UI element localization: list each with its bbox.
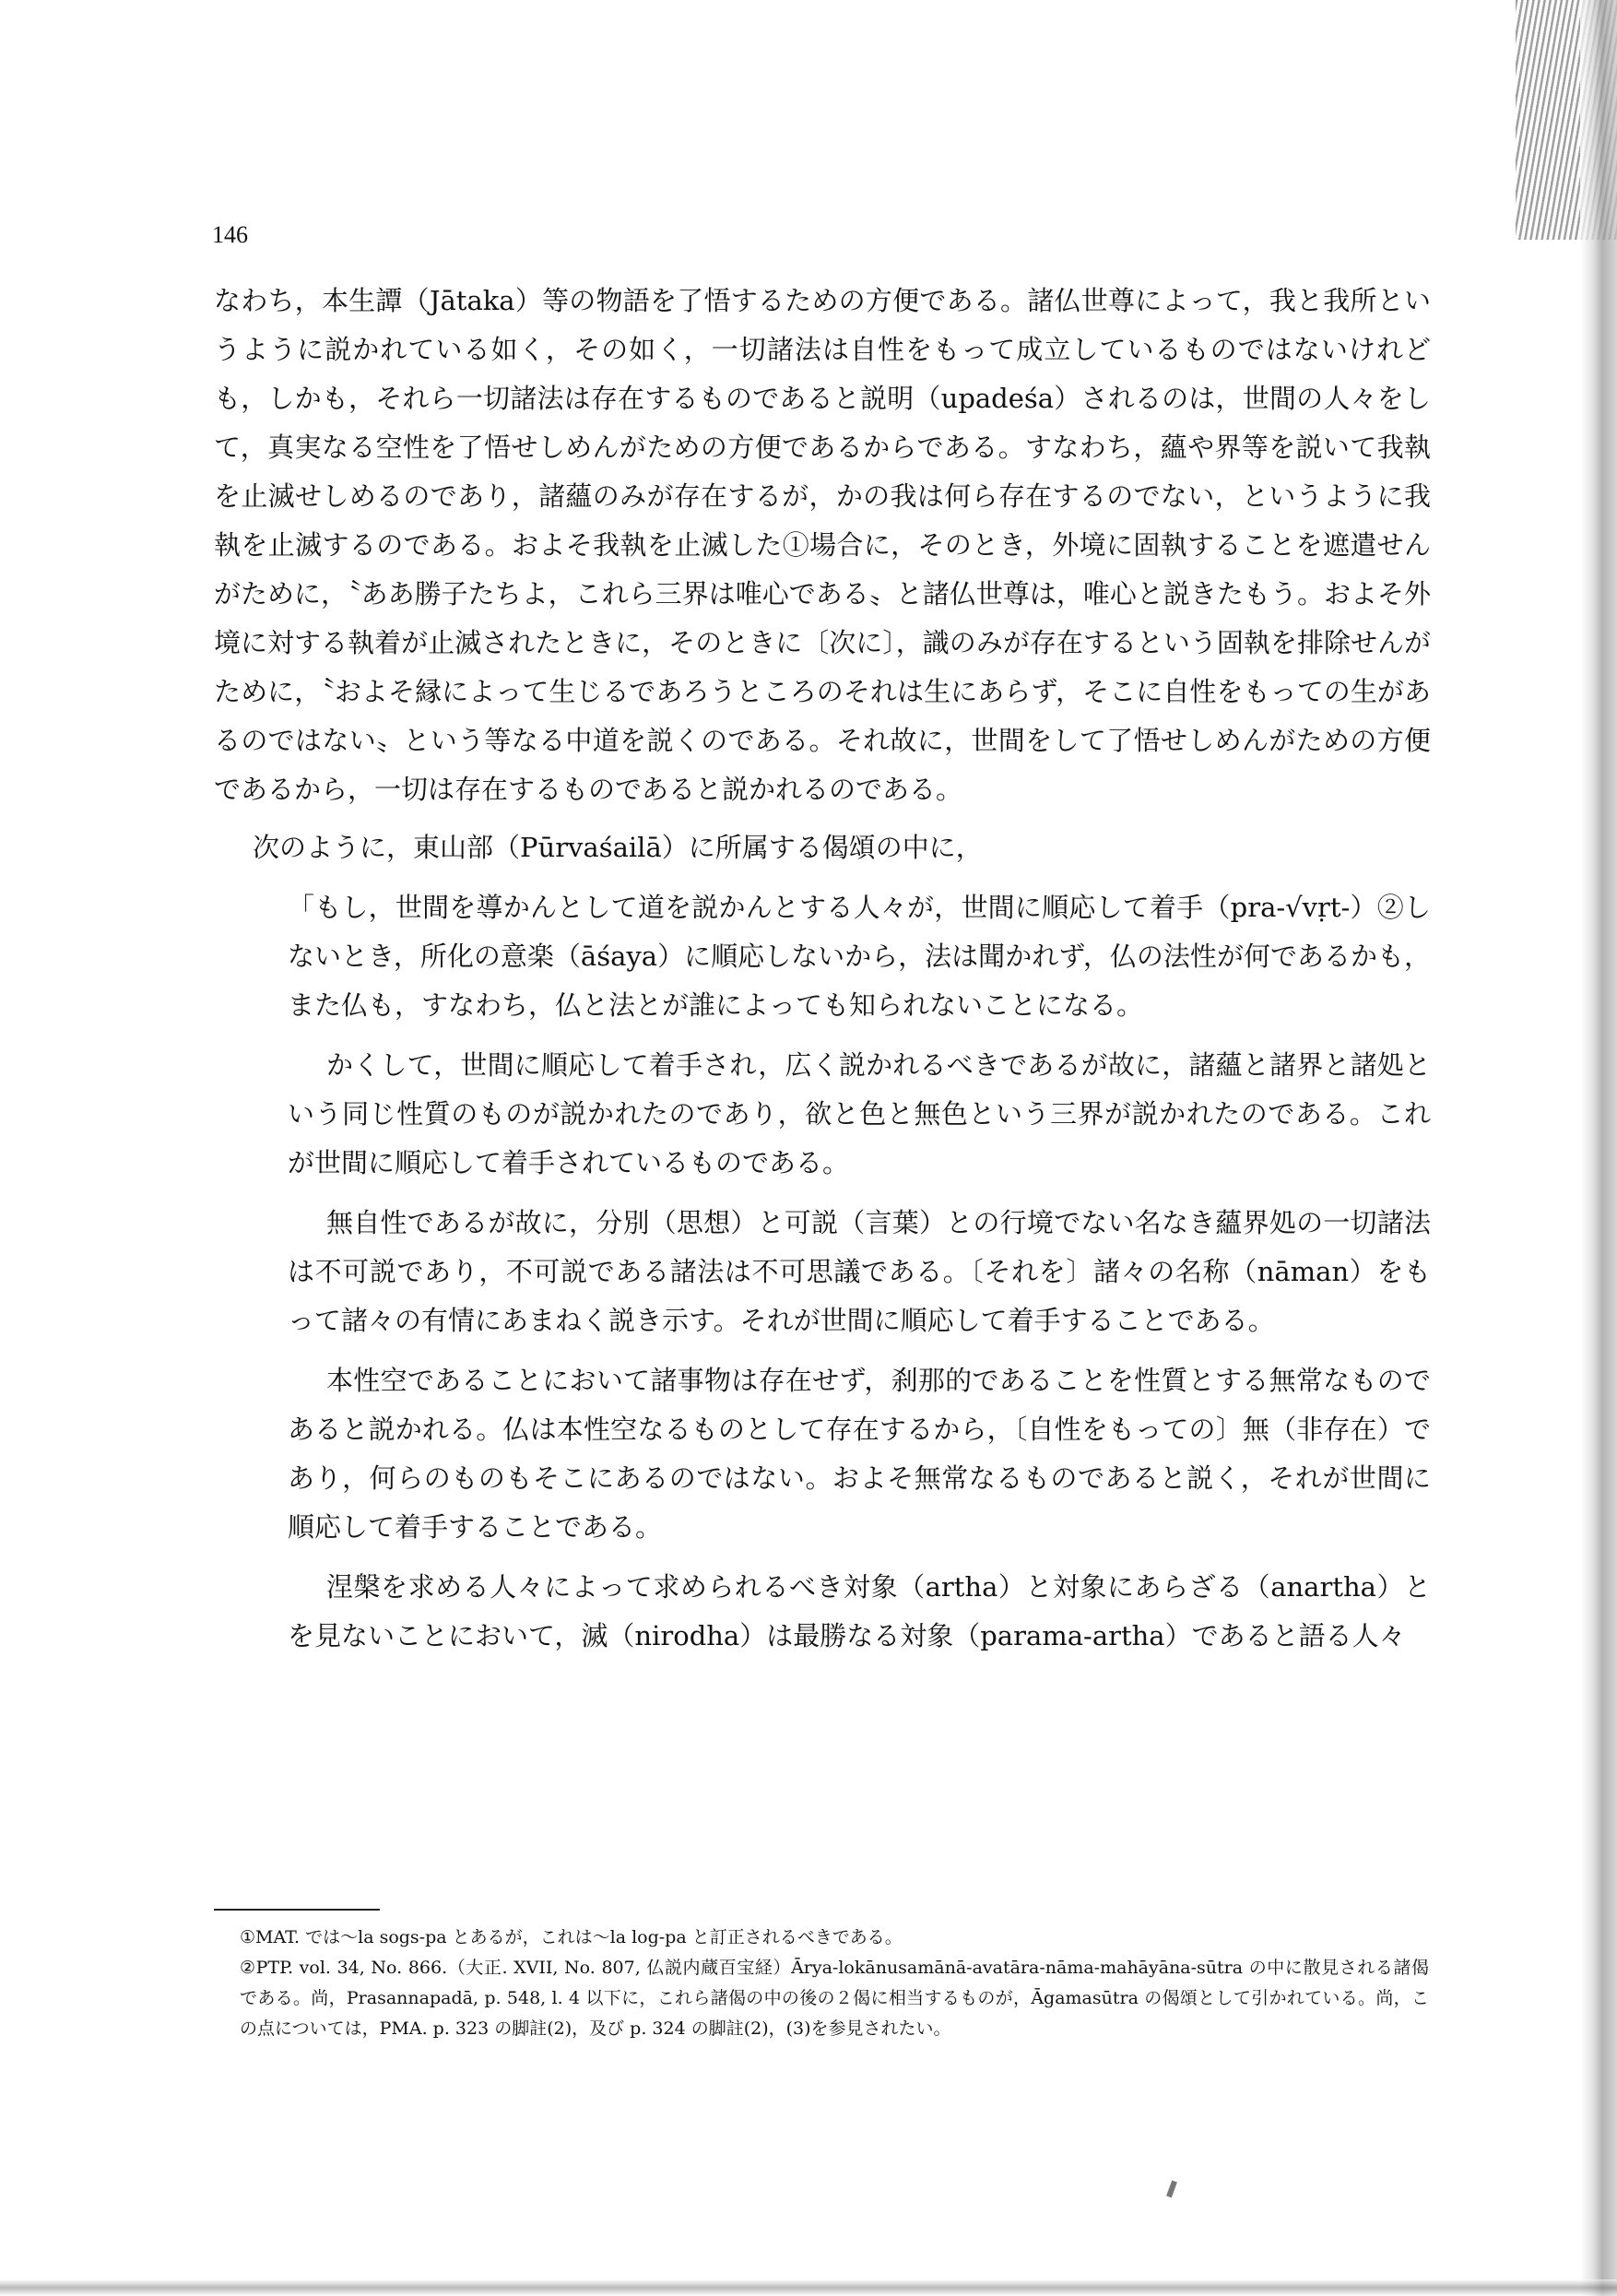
verse-quote: 涅槃を求める人々によって求められるべき対象（artha）と対象にあらざる（anartha）とを見ないことにおいて，滅（nirodha）は最勝なる対象（parama-artha）であると語る人々	[288, 1571, 1431, 1651]
verse-quote: 無自性であるが故に，分別（思想）と可説（言葉）との行境でない名なき蘊界処の一切諸法は不可説であり，不可説である諸法は不可思議である。〔それを〕諸々の名称（nāman）をもって諸々の有情にあまねく説き示す。それが世間に順応して着手することである。	[288, 1207, 1431, 1336]
footnote: ①MAT. では～la sogs-pa とあるが，これは～la log-pa と訂正されるべきである。	[240, 1927, 903, 1947]
verse-quote: 本性空であることにおいて諸事物は存在せず，刹那的であることを性質とする無常なものであると説かれる。仏は本性空なるものとして存在するから，〔自性をもっての〕無（非存在）であり，何らのものもそこにあるのではない。およそ無常なるものであると説く，それが世間に順応して着手することである。	[288, 1365, 1431, 1543]
main-text	[214, 277, 1431, 1661]
page-number: 146	[212, 221, 248, 248]
scan-edge-shadow	[1580, 0, 1617, 2296]
scan-speck	[1166, 2181, 1177, 2198]
verse-quote: 「もし，世間を導かんとして道を説かんとする人々が，世間に順応して着手（pra-√vṛt-）②しないとき，所化の意楽（āśaya）に順応しないから，法は聞かれず，仏の法性が何であるかも，また仏も，すなわち，仏と法とが誰によっても知られないことになる。	[288, 892, 1431, 1021]
footnote: ②PTP. vol. 34, No. 866.（大正. XVII, No. 807, 仏説内蔵百宝経）Ārya-lokānusamānā-avatāra-nāma-mahāyāna-sūtra の中に散見される諸偈である。尚，Prasannapadā, p. 548, l. 4 以下に，これら諸偈の中の後の２偈に相当するものが，Āgamasūtra の偈頌として引かれている。尚，この点については，PMA. p. 323 の脚註(2)，及び p. 324 の脚註(2)，(3)を参見されたい。	[240, 1958, 1429, 2039]
scan-bottom-artifact	[0, 2279, 1617, 2296]
paragraph: なわち，本生譚（Jātaka）等の物語を了悟するための方便である。諸仏世尊によって，我と我所というように説かれている如く，その如く，一切諸法は自性をもって成立しているものではないけれども，しかも，それら一切諸法は存在するものであると説明（upadeśa）されるのは，世間の人々をして，真実なる空性を了悟せしめんがための方便であるからである。すなわち，蘊や界等を説いて我執を止滅せしめるのであり，諸蘊のみが存在するが，かの我は何ら存在するのでない，というように我執を止滅するのである。およそ我執を止滅した①場合に，そのとき，外境に固執することを遮遣せんがために，〝ああ勝子たちよ，これら三界は唯心である〟と諸仏世尊は，唯心と説きたもう。およそ外境に対する執着が止滅されたときに，そのときに〔次に〕，識のみが存在するという固執を排除せんがために，〝およそ縁によって生じるであろうところのそれは生にあらず，そこに自性をもっての生があるのではない〟という等なる中道を説くのである。それ故に，世間をして了悟せしめんがための方便であるから，一切は存在するものであると説かれるのである。	[214, 285, 1431, 805]
paragraph: 次のように，東山部（Pūrvaśailā）に所属する偈頌の中に，	[253, 832, 983, 863]
verse-quote: かくして，世間に順応して着手され，広く説かれるべきであるが故に，諸蘊と諸界と諸処という同じ性質のものが説かれたのであり，欲と色と無色という三界が説かれたのである。これが世間に順応して着手されているものである。	[288, 1049, 1431, 1178]
footnote-divider	[214, 1909, 380, 1911]
footnotes	[240, 1923, 1429, 2044]
